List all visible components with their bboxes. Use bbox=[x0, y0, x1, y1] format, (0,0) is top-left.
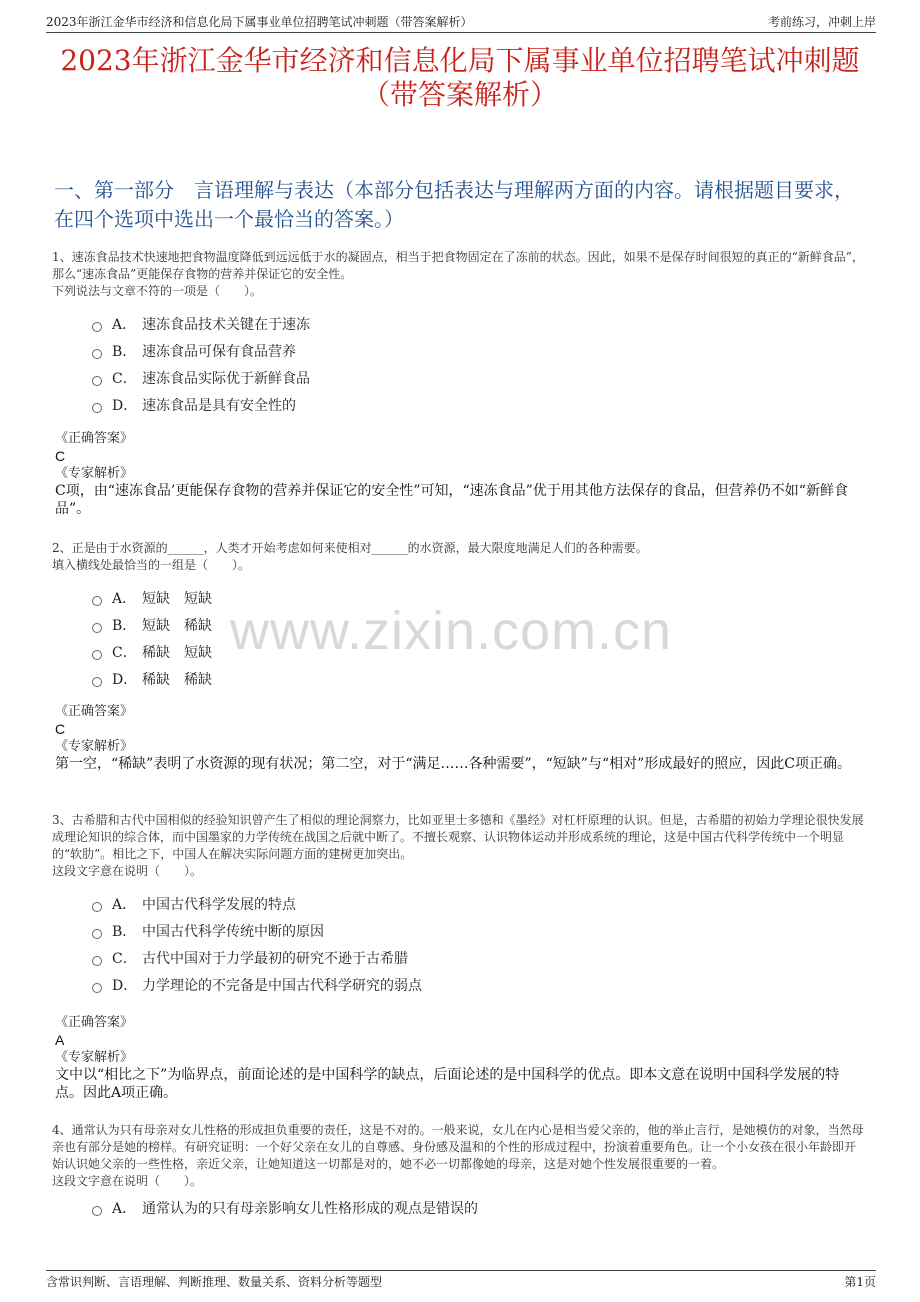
section-title: 一、第一部分 言语理解与表达（本部分包括表达与理解两方面的内容。请根据题目要求，在四个选项中选出一个最恰当的答案。） bbox=[54, 178, 854, 231]
option-list bbox=[92, 1194, 864, 1221]
question-2 bbox=[52, 540, 864, 692]
radio-icon[interactable] bbox=[92, 376, 102, 386]
question-prompt: 下列说法与文章不符的一项是（ ）。 bbox=[52, 284, 263, 298]
question-1 bbox=[52, 249, 864, 418]
answer-block-1 bbox=[55, 430, 867, 518]
footer-question-types: 含常识判断、言语理解、判断推理、数量关系、资料分析等题型 bbox=[46, 1275, 383, 1289]
radio-icon[interactable] bbox=[92, 1206, 102, 1216]
option-c[interactable]: C． 古代中国对于力学最初的研究不逊于古希腊 bbox=[92, 944, 864, 971]
option-list bbox=[92, 310, 864, 418]
explanation-label: 《专家解析》 bbox=[55, 466, 134, 481]
radio-icon[interactable] bbox=[92, 956, 102, 966]
watermark: www.zixin.com.cn bbox=[230, 601, 673, 661]
explanation-label: 《专家解析》 bbox=[55, 1050, 134, 1065]
radio-icon[interactable] bbox=[92, 677, 102, 687]
page-header bbox=[46, 10, 876, 33]
option-a[interactable]: A． 通常认为的只有母亲影响女儿性格形成的观点是错误的 bbox=[92, 1194, 864, 1221]
option-a[interactable]: A． 速冻食品技术关键在于速冻 bbox=[92, 310, 864, 337]
answer-label: 《正确答案》 bbox=[55, 431, 134, 446]
radio-icon[interactable] bbox=[92, 349, 102, 359]
radio-icon[interactable] bbox=[92, 929, 102, 939]
radio-icon[interactable] bbox=[92, 403, 102, 413]
question-prompt: 这段文字意在说明（ ）。 bbox=[52, 1174, 203, 1188]
page-number: 第1页 bbox=[844, 1275, 876, 1289]
question-stem: 1、速冻食品技术快速地把食物温度降低到远远低于水的凝固点，相当于把食物固定在了冻前的状态。因此，如果不是保存时间很短的真正的“新鲜食品”，那么“速冻食品”更能保存食物的营养并保证它的安全性。 bbox=[52, 250, 864, 281]
option-c[interactable]: C． 稀缺 短缺 bbox=[92, 638, 864, 665]
radio-icon[interactable] bbox=[92, 322, 102, 332]
option-c[interactable]: C． 速冻食品实际优于新鲜食品 bbox=[92, 364, 864, 391]
answer-value: A bbox=[55, 1032, 65, 1048]
radio-icon[interactable] bbox=[92, 983, 102, 993]
option-a[interactable]: A． 短缺 短缺 bbox=[92, 584, 864, 611]
radio-icon[interactable] bbox=[92, 902, 102, 912]
option-b[interactable]: B． 中国古代科学传统中断的原因 bbox=[92, 917, 864, 944]
radio-icon[interactable] bbox=[92, 650, 102, 660]
header-slogan: 考前练习，冲刺上岸 bbox=[767, 15, 876, 29]
option-b[interactable]: B． 速冻食品可保有食品营养 bbox=[92, 337, 864, 364]
option-d[interactable]: D． 稀缺 稀缺 bbox=[92, 665, 864, 692]
option-a[interactable]: A． 中国古代科学发展的特点 bbox=[92, 890, 864, 917]
question-stem: 4、通常认为只有母亲对女儿性格的形成担负重要的责任，这是不对的。一般来说，女儿在内心是相当爱父亲的，他的举止言行，是她模仿的对象，当然母亲也有部分是她的榜样。有研究证明：一个好父亲在女儿的自尊感、身份感及温和的个性的形成过程中，扮演着重要角色。让一个小女孩在很小年龄即开始认识她父亲的一些性格，亲近父亲，让她知道这一切都是对的，她不必一切都像她的母亲，这是对她个性发展很重要的一着。 bbox=[52, 1123, 864, 1171]
explanation-text: 文中以“相比之下”为临界点，前面论述的是中国科学的缺点，后面论述的是中国科学的优点。即本文意在说明中国科学发展的特点。因此A项正确。 bbox=[55, 1067, 840, 1101]
option-list bbox=[92, 584, 864, 692]
page-footer bbox=[46, 1270, 876, 1291]
question-prompt: 这段文字意在说明（ ）。 bbox=[52, 864, 203, 878]
option-b[interactable]: B． 短缺 稀缺 bbox=[92, 611, 864, 638]
option-list bbox=[92, 890, 864, 998]
question-prompt: 填入横线处最恰当的一组是（ ）。 bbox=[52, 558, 251, 572]
explanation-text: 第一空，“稀缺”表明了水资源的现有状况；第二空，对于“满足……各种需要”，“短缺”与“相对”形成最好的照应，因此C项正确。 bbox=[55, 756, 851, 772]
answer-value: C bbox=[55, 721, 66, 737]
explanation-label: 《专家解析》 bbox=[55, 739, 134, 754]
question-4 bbox=[52, 1122, 864, 1221]
answer-label: 《正确答案》 bbox=[55, 1015, 134, 1030]
document-title: 2023年浙江金华市经济和信息化局下属事业单位招聘笔试冲刺题（带答案解析） bbox=[60, 44, 860, 111]
option-d[interactable]: D． 力学理论的不完备是中国古代科学研究的弱点 bbox=[92, 971, 864, 998]
question-3 bbox=[52, 812, 864, 998]
answer-block-2 bbox=[55, 703, 867, 773]
header-document-title: 2023年浙江金华市经济和信息化局下属事业单位招聘笔试冲刺题（带答案解析） bbox=[46, 15, 473, 29]
question-stem: 3、古希腊和古代中国相似的经验知识曾产生了相似的理论洞察力，比如亚里士多德和《墨经》对杠杆原理的认识。但是，古希腊的初始力学理论很快发展成理论知识的综合体，而中国墨家的力学传统在战国之后就中断了。不擅长观察、认识物体运动并形成系统的理论，这是中国古代科学传统中一个明显的“软肋”。相比之下，中国人在解决实际问题方面的建树更加突出。 bbox=[52, 813, 864, 861]
question-stem: 2、正是由于水资源的______，人类才开始考虑如何来使相对______的水资源，最大限度地满足人们的各种需要。 bbox=[52, 541, 648, 555]
answer-value: C bbox=[55, 448, 66, 464]
option-d[interactable]: D． 速冻食品是具有安全性的 bbox=[92, 391, 864, 418]
radio-icon[interactable] bbox=[92, 623, 102, 633]
explanation-text: C项，由“速冻食品’更能保存食物的营养并保证它的安全性”可知，“速冻食品”优于用其他方法保存的食品，但营养仍不如“新鲜食品”。 bbox=[55, 483, 848, 517]
answer-block-3 bbox=[55, 1014, 867, 1102]
radio-icon[interactable] bbox=[92, 596, 102, 606]
answer-label: 《正确答案》 bbox=[55, 704, 134, 719]
